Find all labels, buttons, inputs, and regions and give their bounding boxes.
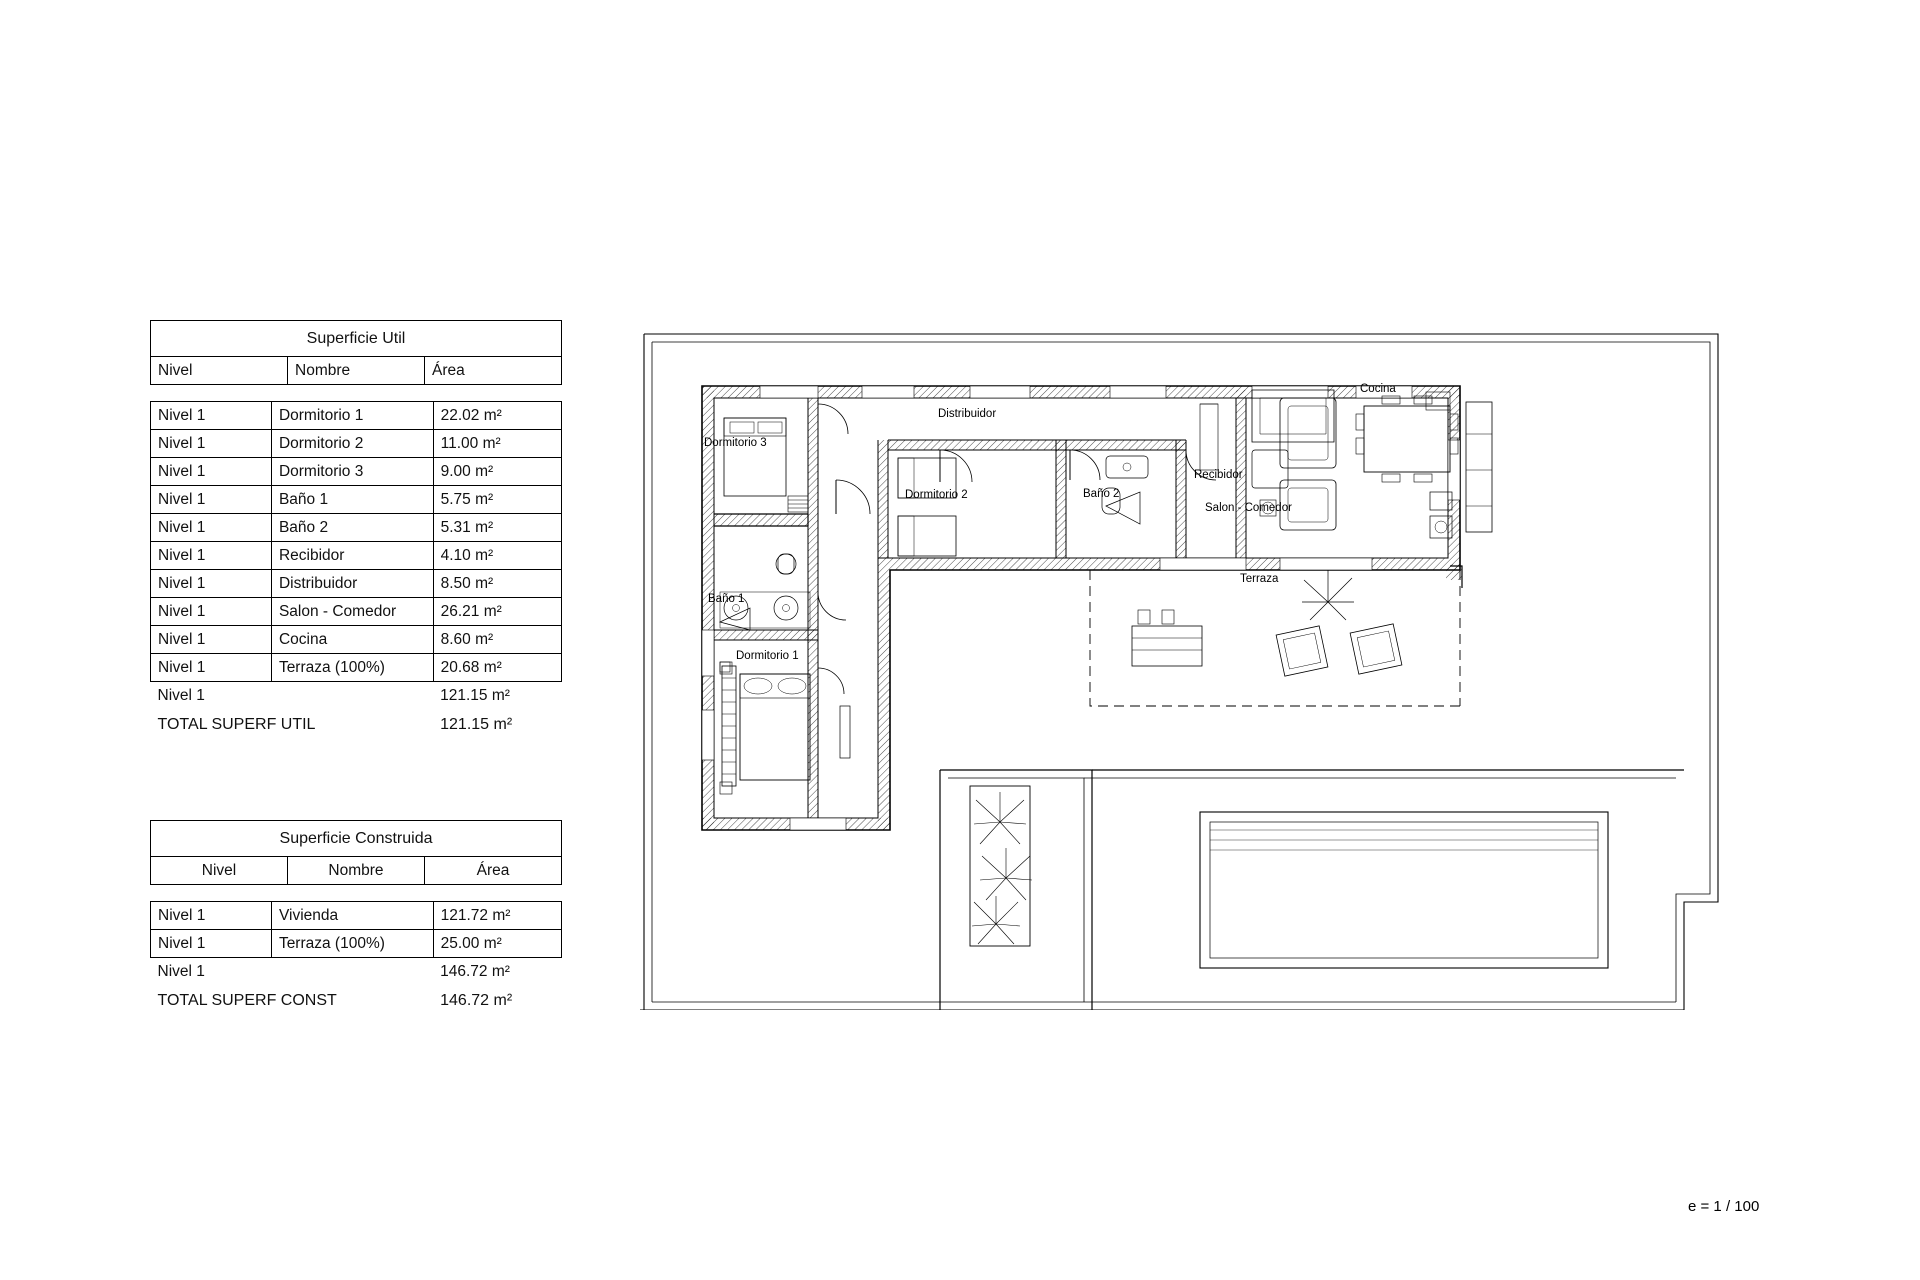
cell-area: 5.31 m² — [433, 514, 561, 542]
superficie-util-header-table — [150, 320, 562, 385]
cell-area: 22.02 m² — [433, 402, 561, 430]
subtotal-row — [151, 682, 562, 710]
cell-nivel: Nivel 1 — [151, 654, 272, 682]
cell-area: 11.00 m² — [433, 430, 561, 458]
cell-area: 121.72 m² — [433, 902, 561, 930]
table-row — [151, 542, 562, 570]
cell-nivel: Nivel 1 — [151, 430, 272, 458]
cell-area: 8.60 m² — [433, 626, 561, 654]
subtotal-area: 121.15 m² — [433, 682, 561, 710]
table-title: Superficie Construida — [151, 821, 562, 857]
cell-nivel: Nivel 1 — [151, 458, 272, 486]
subtotal-row — [151, 958, 562, 986]
cell-nombre: Cocina — [271, 626, 433, 654]
cell-nombre: Terraza (100%) — [271, 654, 433, 682]
table-row — [151, 902, 562, 930]
table-row — [151, 402, 562, 430]
label-recibidor: Recibidor — [1194, 469, 1243, 481]
header-nivel: Nivel — [151, 857, 288, 885]
header-nombre: Nombre — [288, 857, 425, 885]
cell-nivel: Nivel 1 — [151, 402, 272, 430]
label-cocina: Cocina — [1360, 383, 1396, 395]
label-terraza: Terraza — [1240, 573, 1279, 585]
total-row — [151, 985, 562, 1014]
label-bano-2: Baño 2 — [1083, 488, 1120, 500]
superficie-util-table — [150, 320, 562, 738]
floor-plan-drawing — [640, 330, 1800, 1010]
header-area: Área — [425, 857, 562, 885]
subtotal-area: 146.72 m² — [433, 958, 561, 986]
cell-area: 25.00 m² — [433, 930, 561, 958]
cell-nivel: Nivel 1 — [151, 626, 272, 654]
superficie-construida-table — [150, 820, 562, 1014]
total-label: TOTAL SUPERF CONST — [157, 991, 337, 1009]
total-row — [151, 709, 562, 738]
label-salon-comedor: Salon - Comedor — [1205, 502, 1292, 514]
cell-nivel: Nivel 1 — [151, 514, 272, 542]
superficie-construida-body-table — [150, 901, 562, 1014]
table-title: Superficie Util — [151, 321, 562, 357]
header-nivel: Nivel — [151, 357, 288, 385]
total-label: TOTAL SUPERF UTIL — [157, 715, 316, 733]
cell-nombre: Vivienda — [271, 902, 433, 930]
subtotal-nivel: Nivel 1 — [151, 682, 272, 710]
cell-nivel: Nivel 1 — [151, 486, 272, 514]
table-row — [151, 570, 562, 598]
table-row — [151, 598, 562, 626]
cell-nombre: Baño 1 — [271, 486, 433, 514]
header-nombre: Nombre — [288, 357, 425, 385]
cell-nombre: Recibidor — [271, 542, 433, 570]
cell-nivel: Nivel 1 — [151, 542, 272, 570]
label-distribuidor: Distribuidor — [938, 408, 997, 420]
superficie-util-body-table — [150, 401, 562, 738]
table-row — [151, 458, 562, 486]
cell-nombre: Dormitorio 3 — [271, 458, 433, 486]
table-row — [151, 514, 562, 542]
cell-area: 20.68 m² — [433, 654, 561, 682]
cell-nombre: Dormitorio 1 — [271, 402, 433, 430]
table-title-row — [151, 321, 562, 357]
cell-nombre: Baño 2 — [271, 514, 433, 542]
cell-area: 8.50 m² — [433, 570, 561, 598]
table-row — [151, 626, 562, 654]
table-header-row — [151, 357, 562, 385]
table-row — [151, 654, 562, 682]
label-dormitorio-2: Dormitorio 2 — [905, 489, 968, 501]
cell-area: 4.10 m² — [433, 542, 561, 570]
subtotal-nivel: Nivel 1 — [151, 958, 272, 986]
total-area: 121.15 m² — [440, 715, 513, 733]
cell-area: 5.75 m² — [433, 486, 561, 514]
cell-nivel: Nivel 1 — [151, 598, 272, 626]
table-row — [151, 930, 562, 958]
subtotal-nombre — [271, 958, 433, 986]
superficie-construida-header-table — [150, 820, 562, 885]
table-title-row — [151, 821, 562, 857]
subtotal-nombre — [271, 682, 433, 710]
label-dormitorio-3: Dormitorio 3 — [704, 437, 767, 449]
cell-area: 9.00 m² — [433, 458, 561, 486]
total-area: 146.72 m² — [440, 991, 513, 1009]
scale-note: e = 1 / 100 — [1688, 1198, 1760, 1215]
table-row — [151, 430, 562, 458]
cell-nivel: Nivel 1 — [151, 570, 272, 598]
table-row — [151, 486, 562, 514]
table-header-row — [151, 857, 562, 885]
header-area: Área — [425, 357, 562, 385]
label-dormitorio-1: Dormitorio 1 — [736, 650, 799, 662]
cell-nombre: Dormitorio 2 — [271, 430, 433, 458]
cell-area: 26.21 m² — [433, 598, 561, 626]
cell-nombre: Terraza (100%) — [271, 930, 433, 958]
cell-nivel: Nivel 1 — [151, 902, 272, 930]
cell-nivel: Nivel 1 — [151, 930, 272, 958]
cell-nombre: Salon - Comedor — [271, 598, 433, 626]
label-bano-1: Baño 1 — [708, 593, 745, 605]
cell-nombre: Distribuidor — [271, 570, 433, 598]
